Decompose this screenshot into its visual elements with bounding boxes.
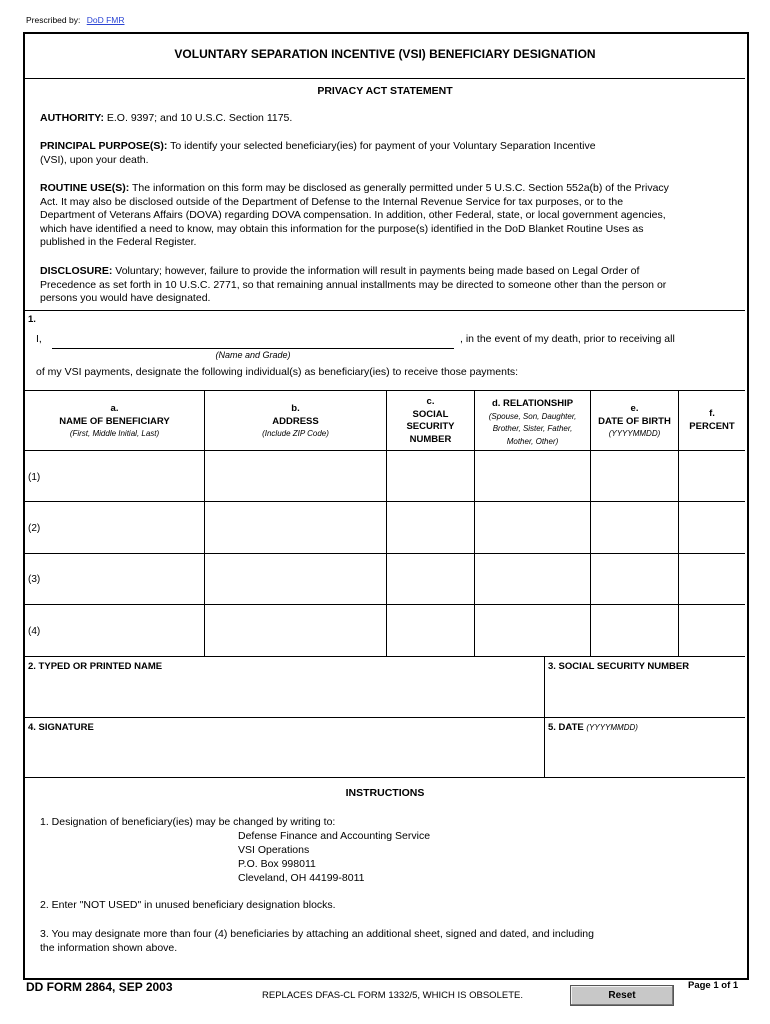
signature-area[interactable] [30,740,538,772]
col-e-note: (YYYYMMDD) [608,429,661,438]
address-line-2: VSI Operations [238,844,310,856]
row1-number: (1) [28,472,41,483]
row4-name-field[interactable] [48,609,200,651]
instructions-heading: INSTRUCTIONS [345,787,425,799]
col-f-title: PERCENT [689,420,735,432]
blocks-bottom-line [25,777,745,778]
col-d-note2: Brother, Sister, Father, [492,424,573,433]
form-title: VOLUNTARY SEPARATION INCENTIVE (VSI) BENEFICIARY DESIGNATION [174,47,596,61]
table-header-bottom [25,450,745,451]
instruction-item-3-line-2: the information shown above. [40,942,178,954]
routine-text-5: published in the Federal Register. [40,236,197,249]
routine-text-1: The information on this form may be disclosed as generally permitted under 5 U.S.C. Section 552a(b) of the Privacy [131,182,669,194]
col-header-address [205,403,386,441]
prescribed-by-label: Prescribed by: [26,15,81,25]
row2-ssn-field[interactable] [390,506,471,548]
row3-bottom [25,604,745,605]
col-header-relationship [475,398,590,448]
routine-text-3: Department of Veterans Affairs (DOVA) regarding DOVA compensation. In addition, other Federal, state, or local government agencies, [40,209,666,222]
typed-name-field[interactable] [30,680,538,712]
col-a-letter: a. [110,403,119,414]
routine-text-2: Act. It may also be disclosed outside of the Department of Defense to the Internal Revenue Service for tax purposes, or to the [40,195,624,208]
row1-bottom [25,501,745,502]
col-c-title1: SOCIAL [412,408,449,420]
date-note: (YYYYMMDD) [586,723,638,732]
row3-percent-field[interactable] [682,558,742,600]
address-line-1: Defense Finance and Accounting Service [238,830,431,842]
section1-line2: of my VSI payments, designate the following individual(s) as beneficiary(ies) to receive those payments: [36,366,519,378]
signature-label: 4. SIGNATURE [28,722,94,733]
authority-text: E.O. 9397; and 10 U.S.C. Section 1175. [106,112,293,124]
replaces-note: REPLACES DFAS-CL FORM 1332/5, WHICH IS OBSOLETE. [262,990,523,1001]
date-field[interactable] [550,740,740,772]
form-identifier: DD FORM 2864, SEP 2003 [26,980,173,994]
disclosure-text-2: Precedence as set forth in 10 U.S.C. 2771, so that remaining annual installments may be directed to someone other than the person or [40,278,667,291]
col-e-letter: e. [630,403,639,414]
name-caption: (Name and Grade) [215,350,291,360]
privacy-divider [25,310,745,311]
disclosure-paragraph [40,265,732,306]
row3-address-field[interactable] [208,558,383,600]
purpose-paragraph [40,140,732,167]
row3-relationship-field[interactable] [478,558,587,600]
row2-bottom [25,553,745,554]
col-b-title: ADDRESS [272,415,319,427]
row1-percent-field[interactable] [682,455,742,497]
date-label-block [548,722,638,733]
disclosure-text-3: persons you would have designated. [40,292,211,305]
ssn-label: 3. SOCIAL SECURITY NUMBER [548,661,690,672]
date-label: 5. DATE [548,722,584,733]
row2-address-field[interactable] [208,506,383,548]
row4-bottom [25,656,745,657]
instruction-item-1: 1. Designation of beneficiary(ies) may be changed by writing to: [40,816,336,828]
address-line-3: P.O. Box 998011 [238,858,316,870]
name-and-grade-input[interactable] [52,331,454,347]
routine-paragraph [40,182,732,250]
col-header-percent [679,408,745,433]
name-underline [52,348,454,349]
page-indicator: Page 1 of 1 [688,980,739,991]
blocks-mid-line [25,717,745,718]
row4-percent-field[interactable] [682,609,742,651]
row4-address-field[interactable] [208,609,383,651]
reset-button[interactable]: Reset [570,985,674,1006]
section1-number: 1. [28,314,36,325]
disclosure-label: DISCLOSURE: [40,265,113,277]
routine-label: ROUTINE USE(S): [40,182,130,194]
purpose-text-1: To identify your selected beneficiary(ies) for payment of your Voluntary Separation Incentive [170,140,596,152]
typed-name-label: 2. TYPED OR PRINTED NAME [28,661,163,672]
row3-dob-field[interactable] [594,558,675,600]
purpose-text-2: (VSI), upon your death. [40,153,149,166]
dod-fmr-link[interactable]: DoD FMR [86,15,125,25]
col-c-letter: c. [426,396,435,407]
row1-name-field[interactable] [48,455,200,497]
row2-number: (2) [28,523,41,534]
row4-number: (4) [28,626,41,637]
row4-relationship-field[interactable] [478,609,587,651]
row1-address-field[interactable] [208,455,383,497]
prescribed-by [26,15,125,25]
row2-name-field[interactable] [48,506,200,548]
col-header-name [25,403,204,441]
instruction-item-3 [40,927,594,955]
col-c-title2: SECURITY [406,421,455,432]
mailing-address [238,829,430,885]
row1-dob-field[interactable] [594,455,675,497]
after-name-text: , in the event of my death, prior to receiving all [460,333,675,345]
col-header-ssn [387,396,474,446]
title-divider [25,78,745,79]
row4-ssn-field[interactable] [390,609,471,651]
row2-dob-field[interactable] [594,506,675,548]
col-d-title: d. RELATIONSHIP [491,398,574,409]
instruction-item-3-line-1: 3. You may designate more than four (4) beneficiaries by attaching an additional sheet, signed and dated, and including [40,928,594,940]
row1-relationship-field[interactable] [478,455,587,497]
privacy-heading: PRIVACY ACT STATEMENT [317,85,453,97]
col-d-note1: (Spouse, Son, Daughter, [488,411,577,421]
row3-ssn-field[interactable] [390,558,471,600]
row3-number: (3) [28,574,41,585]
routine-text-4: which have identified a need to know, may obtain this information for the purpose(s) identified in the DoD Blanket Routine Uses as [40,222,644,235]
col-header-dob [591,403,678,441]
row3-name-field[interactable] [48,558,200,600]
i-label: I, [36,333,42,345]
ssn-field[interactable] [550,680,740,712]
col-c-title3: NUMBER [409,433,452,445]
disclosure-text-1: Voluntary; however, failure to provide the information will result in payments being made based on Legal Order of [115,265,640,277]
col-b-letter: b. [291,403,300,414]
row2-percent-field[interactable] [682,506,742,548]
col-a-title: NAME OF BENEFICIARY [59,415,170,427]
authority-paragraph [40,112,732,126]
col-b-note: (Include ZIP Code) [262,429,329,438]
col-f-letter: f. [709,408,715,419]
row4-dob-field[interactable] [594,609,675,651]
address-line-4: Cleveland, OH 44199-8011 [238,872,365,884]
instruction-item-2: 2. Enter "NOT USED" in unused beneficiary designation blocks. [40,899,336,911]
col-e-title: DATE OF BIRTH [598,415,671,427]
row1-ssn-field[interactable] [390,455,471,497]
authority-label: AUTHORITY: [40,112,104,124]
col-d-note3: Mother, Other) [506,436,559,446]
row2-relationship-field[interactable] [478,506,587,548]
col-a-note: (First, Middle Initial, Last) [69,429,160,438]
table-top-border [25,390,745,391]
purpose-label: PRINCIPAL PURPOSE(S): [40,140,168,152]
